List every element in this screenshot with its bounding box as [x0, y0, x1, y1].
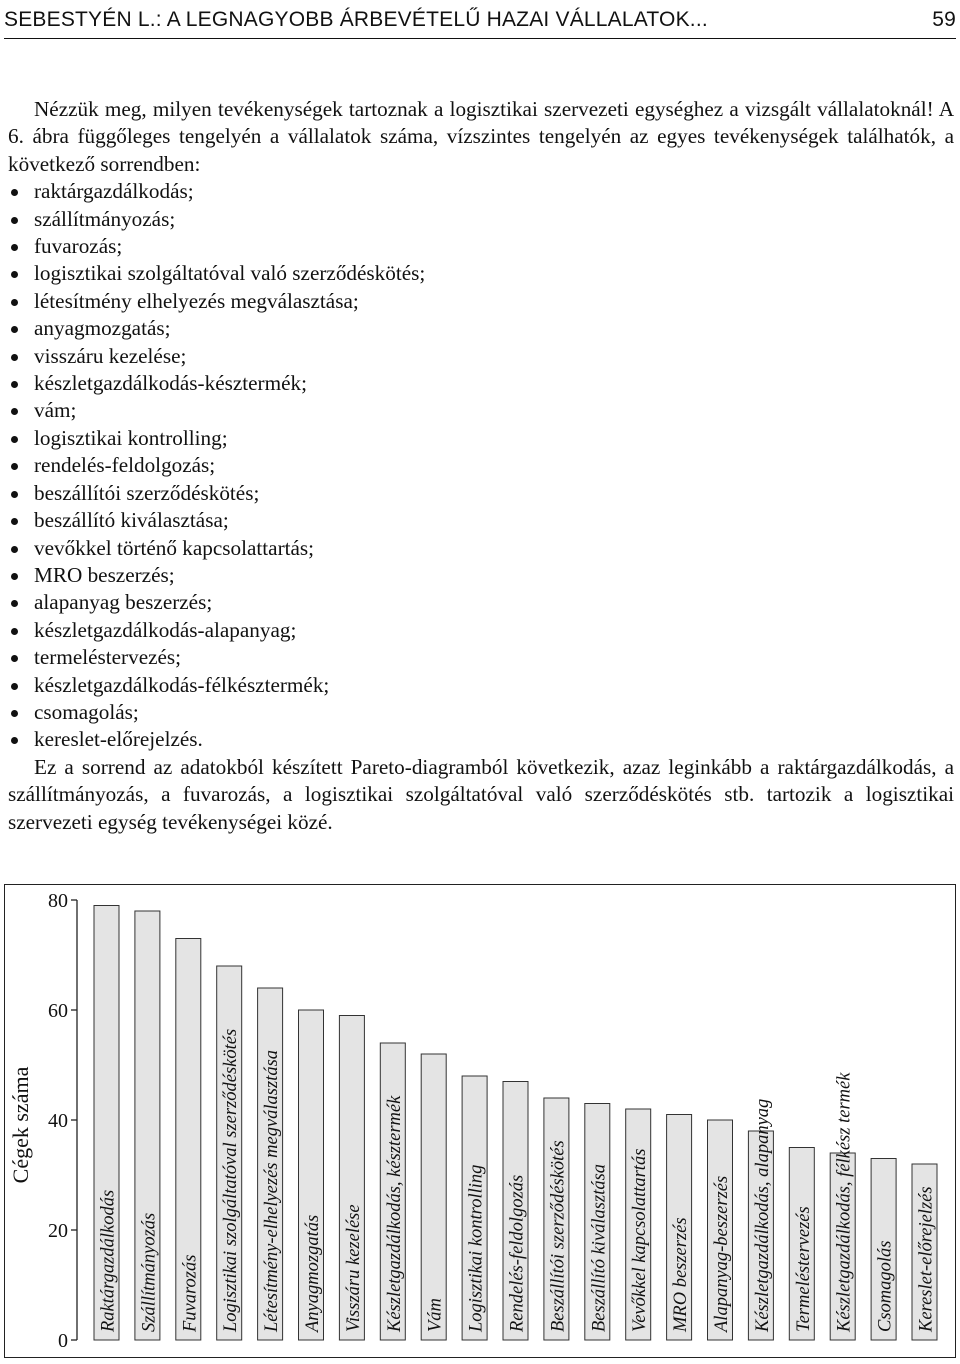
bar-category-label: Készletgazdálkodás, alapanyag — [752, 1098, 773, 1332]
list-item: fuvarozás; — [8, 233, 954, 260]
list-item: alapanyag beszerzés; — [8, 589, 954, 616]
closing-paragraph: Ez a sorrend az adatokból készített Pareto-diagramból következik, azaz leginkább a raktárgazdálkodás, a szállítmányozás, a fuvarozás, a logisztikai szolgáltatóval való szerződéskötés stb. tartozik a logisztikai szervezeti egység tevékenységei közé. — [8, 754, 954, 834]
chart-svg — [5, 885, 957, 1359]
list-item: csomagolás; — [8, 699, 954, 726]
y-axis-title-wrap — [6, 1050, 36, 1200]
list-item: beszállítói szerződéskötés; — [8, 480, 954, 507]
bar-category-label: Készletgazdálkodás, félkész termék — [834, 1072, 855, 1332]
bar-category-label: Fuvarozás — [180, 1254, 201, 1332]
list-item: visszáru kezelése; — [8, 343, 954, 370]
bar-category-label: Létesítmény-elhelyezés megválasztása — [262, 1049, 283, 1332]
list-item: készletgazdálkodás-félkésztermék; — [8, 672, 954, 699]
running-header — [4, 2, 956, 39]
list-item: MRO beszerzés; — [8, 562, 954, 589]
intro-paragraph: Nézzük meg, milyen tevékenységek tartoznak a logisztikai szervezeti egységhez a vizsgált vállalatoknál! A 6. ábra függőleges tengelyén a vállalatok száma, vízszintes tengelyén az egyes tevékenységek találhatók, a következő sorrendben: — [8, 97, 954, 176]
list-item: logisztikai kontrolling; — [8, 425, 954, 452]
bar-category-label: MRO beszerzés — [671, 1217, 692, 1332]
bar-category-label: Termeléstervezés — [793, 1206, 814, 1332]
list-item: rendelés-feldolgozás; — [8, 452, 954, 479]
bar-category-label: Logisztikai szolgáltatóval szerződéskötés — [221, 1028, 242, 1332]
y-axis-title: Cégek száma — [8, 1066, 33, 1184]
bar-category-label: Kereslet-előrejelzés — [916, 1186, 937, 1332]
list-item: termeléstervezés; — [8, 644, 954, 671]
bar-category-label: Vevőkkel kapcsolattartás — [630, 1148, 651, 1332]
y-tick-label: 20 — [48, 1220, 68, 1242]
list-item: készletgazdálkodás-alapanyag; — [8, 617, 954, 644]
bar — [421, 1054, 446, 1340]
bar-category-label: Vám — [425, 1298, 446, 1332]
list-item: kereslet-előrejelzés. — [8, 726, 954, 753]
bar-category-label: Készletgazdálkodás, késztermék — [384, 1095, 405, 1332]
activity-list — [8, 178, 954, 754]
body-text — [8, 96, 954, 836]
list-item: anyagmozgatás; — [8, 315, 954, 342]
bar-category-label: Beszállítói szerződéskötés — [548, 1140, 569, 1332]
y-tick-label: 40 — [48, 1110, 68, 1132]
list-item: szállítmányozás; — [8, 206, 954, 233]
list-item: létesítmény elhelyezés megválasztása; — [8, 288, 954, 315]
list-item: logisztikai szolgáltatóval való szerződéskötés; — [8, 260, 954, 287]
list-item: vám; — [8, 397, 954, 424]
list-item: készletgazdálkodás-késztermék; — [8, 370, 954, 397]
y-tick-label: 0 — [58, 1330, 68, 1352]
bar-category-label: Beszállító kiválasztása — [589, 1163, 610, 1332]
running-title: SEBESTYÉN L.: A LEGNAGYOBB ÁRBEVÉTELŰ HAZAI VÁLLALATOK... — [4, 8, 708, 31]
y-tick-label: 80 — [48, 890, 68, 912]
bar-category-label: Visszáru kezelése — [343, 1204, 364, 1332]
bar-category-label: Szállítmányozás — [139, 1212, 160, 1332]
list-item: vevőkkel történő kapcsolattartás; — [8, 535, 954, 562]
list-item: beszállító kiválasztása; — [8, 507, 954, 534]
bar-category-label: Csomagolás — [875, 1240, 896, 1332]
bar-category-label: Raktárgazdálkodás — [98, 1189, 119, 1332]
bar-category-label: Alapanyag-beszerzés — [712, 1175, 732, 1332]
bar-category-label: Anyagmozgatás — [303, 1214, 323, 1332]
pareto-chart — [4, 884, 956, 1358]
bar-category-label: Logisztikai kontrolling — [466, 1164, 487, 1332]
list-item: raktárgazdálkodás; — [8, 178, 954, 205]
page-number: 59 — [932, 8, 956, 31]
y-tick-label: 60 — [48, 1000, 68, 1022]
bar-category-label: Rendelés-feldolgozás — [507, 1174, 528, 1332]
